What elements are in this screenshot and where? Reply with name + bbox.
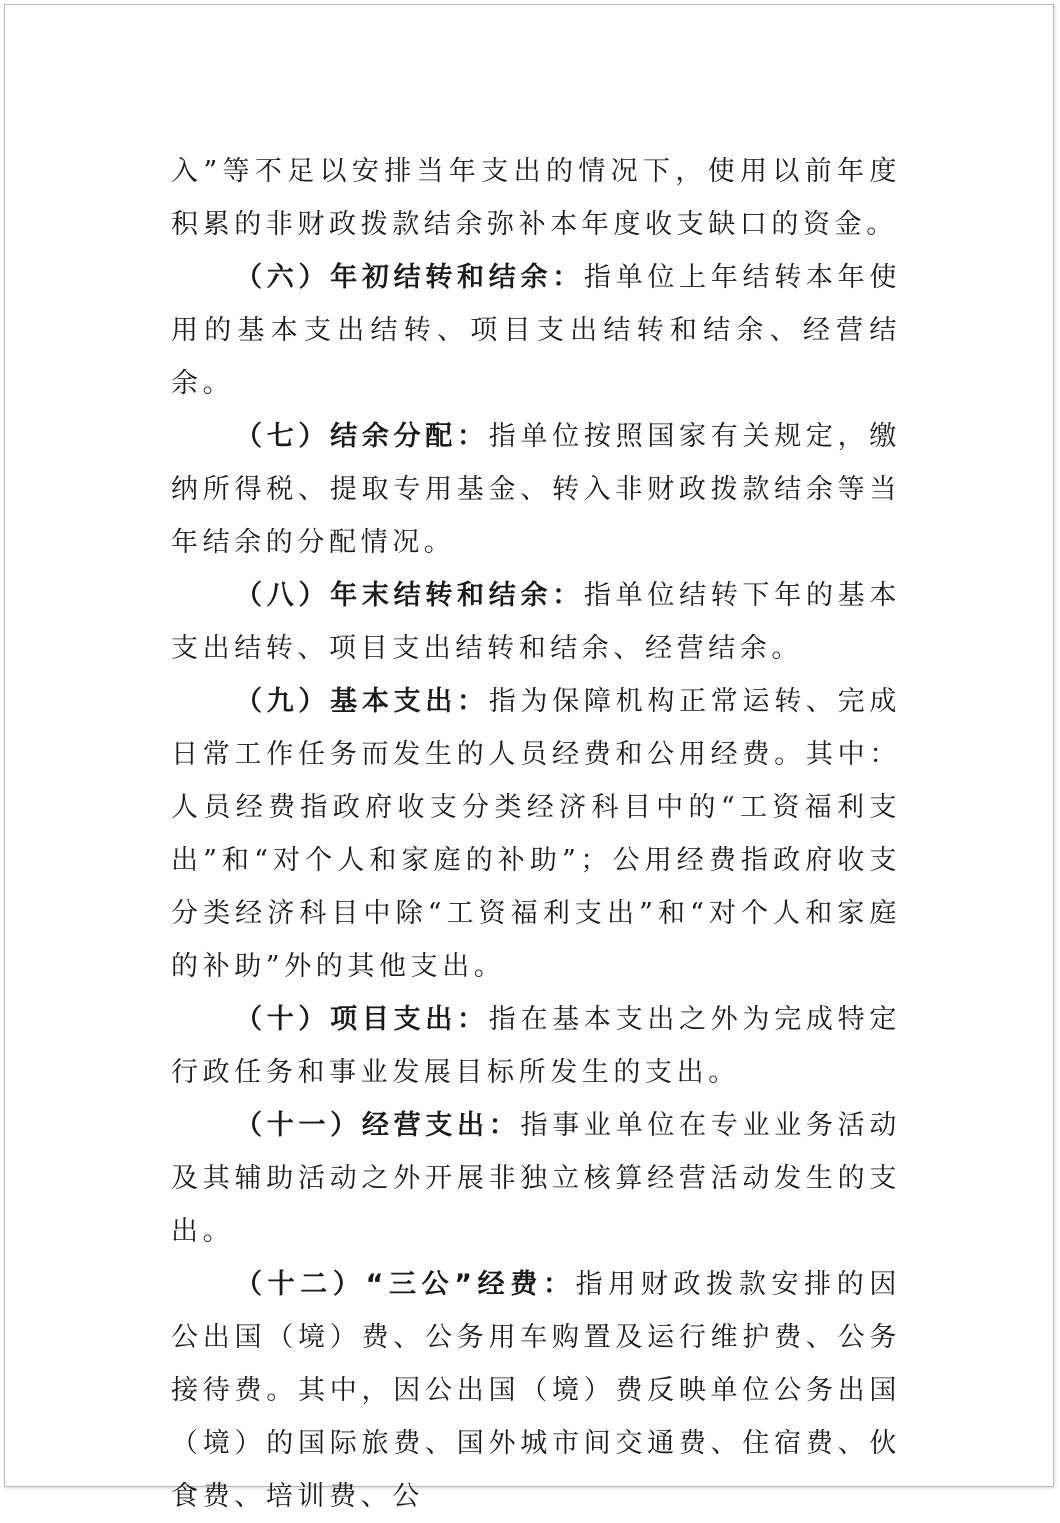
- term-heading: （十二）“三公”经费：: [235, 1269, 576, 1300]
- paragraph-basic-expenditure: [171, 675, 901, 993]
- term-heading: （十一）经营支出：: [235, 1110, 521, 1141]
- paragraph-operating-expenditure: [171, 1099, 901, 1258]
- paragraph-project-expenditure: [171, 993, 901, 1099]
- term-heading: （九）基本支出：: [235, 686, 489, 717]
- paragraph-text: 指单位上年结转本年使用的基本支出结转、项目支出结转和结余、经营结余。: [171, 262, 901, 399]
- paragraph-surplus-distribution: [171, 410, 901, 569]
- term-heading: （十）项目支出：: [235, 1004, 489, 1035]
- paragraph-text: 指在基本支出之外为完成特定行政任务和事业发展目标所发生的支出。: [171, 1004, 901, 1088]
- paragraph-continuation: [171, 145, 901, 251]
- paragraph-text: 指单位按照国家有关规定，缴纳所得税、提取专用基金、转入非财政拨款结余等当年结余的分配情况。: [171, 421, 901, 558]
- term-heading: （八）年末结转和结余：: [235, 580, 584, 611]
- paragraph-text: 指事业单位在专业业务活动及其辅助活动之外开展非独立核算经营活动发生的支出。: [171, 1110, 901, 1247]
- term-heading: （六）年初结转和结余：: [235, 262, 584, 293]
- paragraph-text: 入”等不足以安排当年支出的情况下，使用以前年度积累的非财政拨款结余弥补本年度收支缺口的资金。: [171, 156, 901, 240]
- paragraph-carryover-beginning: [171, 251, 901, 410]
- paragraph-three-public-expenses: [171, 1258, 901, 1523]
- paragraph-text: 指单位结转下年的基本支出结转、项目支出结转和结余、经营结余。: [171, 580, 901, 664]
- document-page: [4, 4, 1054, 1512]
- document-body: [171, 145, 901, 1523]
- paragraph-text: 指为保障机构正常运转、完成日常工作任务而发生的人员经费和公用经费。其中：人员经费指政府收支分类经济科目中的“工资福利支出”和“对个人和家庭的补助”；公用经费指政府收支分类经济科目中除“工资福利支出”和“对个人和家庭的补助”外的其他支出。: [171, 686, 901, 982]
- term-heading: （七）结余分配：: [235, 421, 489, 452]
- paragraph-text: 指用财政拨款安排的因公出国（境）费、公务用车购置及运行维护费、公务接待费。其中，因公出国（境）费反映单位公务出国（境）的国际旅费、国外城市间交通费、住宿费、伙食费、培训费、公: [171, 1269, 902, 1512]
- paragraph-carryover-end: [171, 569, 901, 675]
